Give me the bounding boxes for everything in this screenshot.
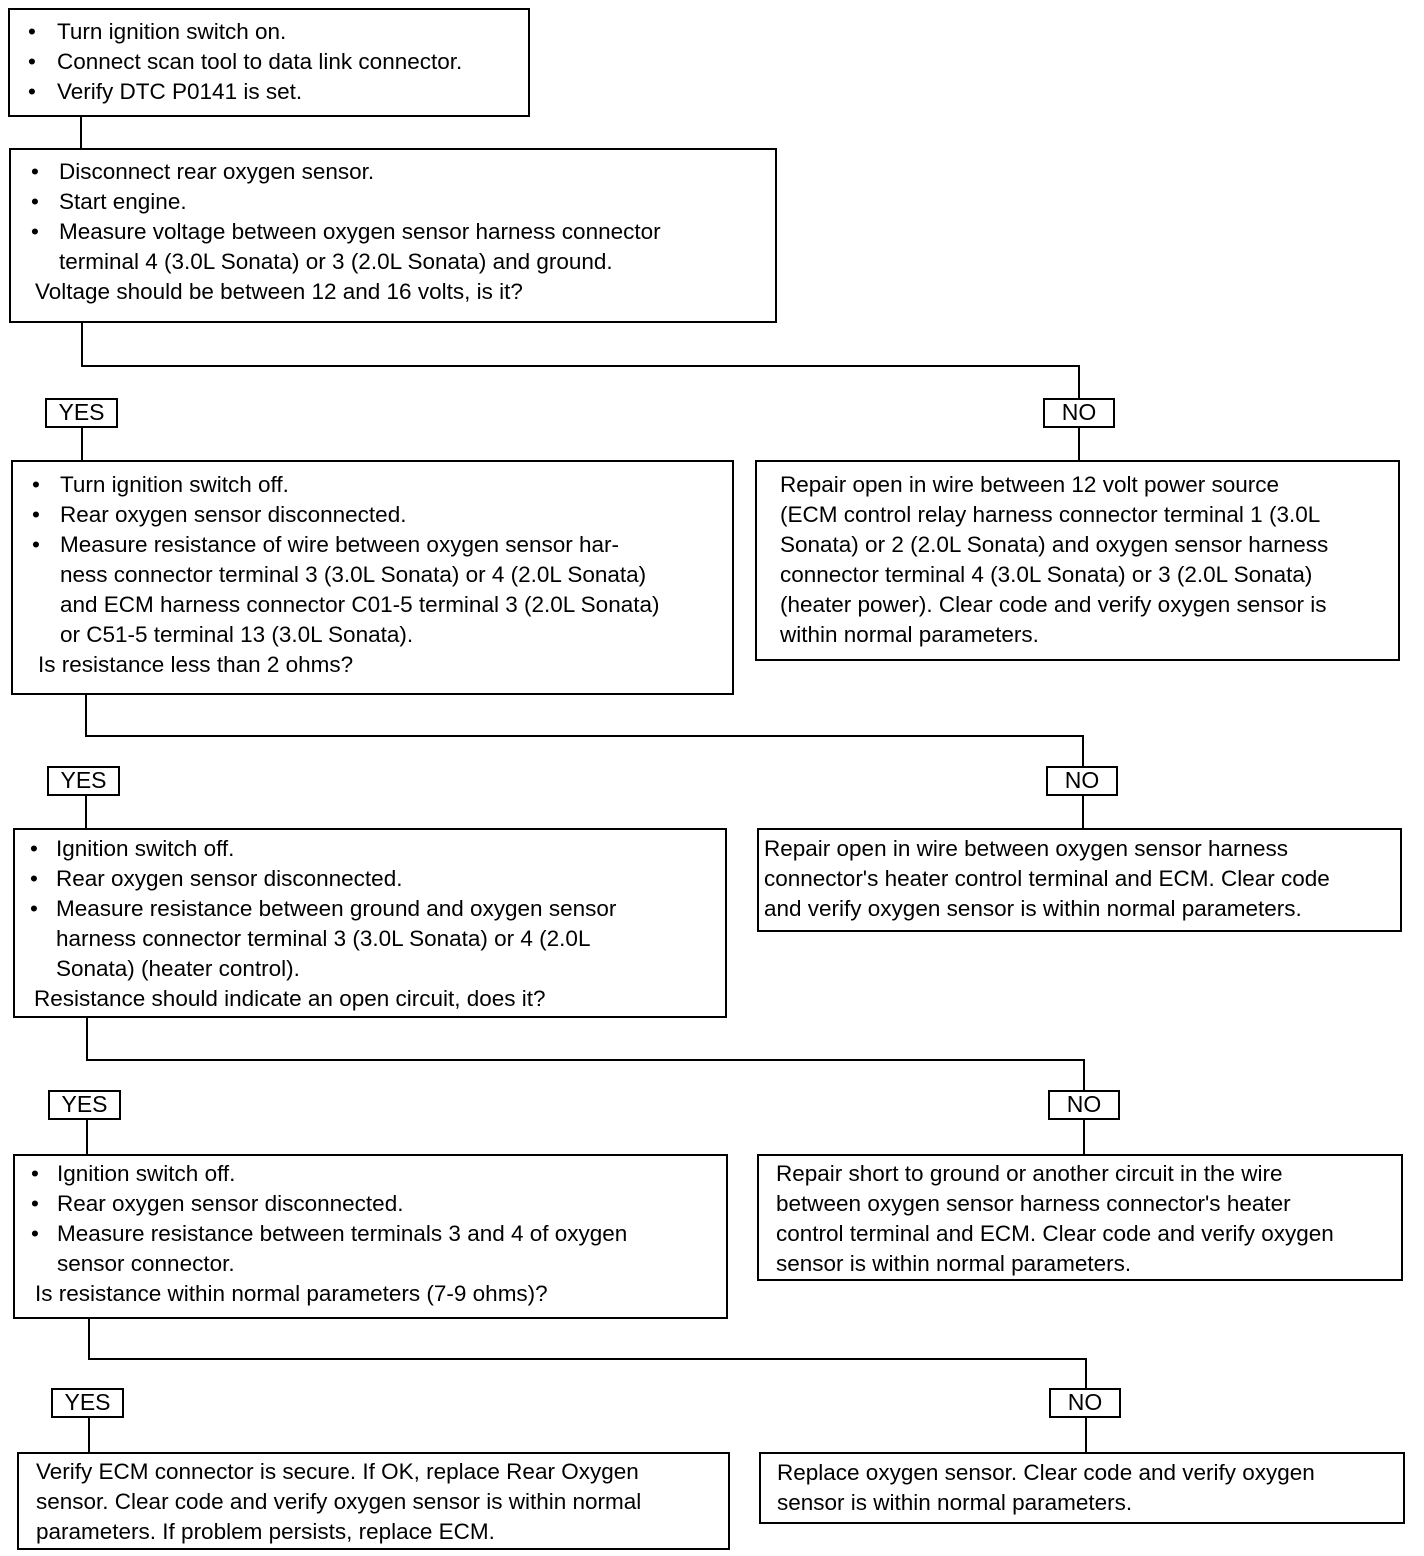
- no2-text-line: and verify oxygen sensor is within normal parameters.: [764, 896, 1302, 921]
- step4-bullet-cont: harness connector terminal 3 (3.0L Sonata) or 4 (2.0L: [56, 926, 591, 951]
- yes-label-2: YES: [47, 766, 120, 796]
- no2-result-box: [757, 828, 1402, 932]
- step2-bullet: • Measure voltage between oxygen sensor harness connector: [31, 219, 661, 244]
- yes-final-result-box: [17, 1452, 730, 1550]
- step1-bullet: • Connect scan tool to data link connector.: [28, 49, 463, 74]
- step1-box: [8, 8, 530, 117]
- yes-label-4: YES: [51, 1388, 124, 1418]
- no-label-3: NO: [1048, 1090, 1120, 1120]
- step1-bullet: • Verify DTC P0141 is set.: [28, 79, 303, 104]
- step3-bullet-cont: or C51-5 terminal 13 (3.0L Sonata).: [60, 622, 414, 647]
- no2-text-line: connector's heater control terminal and ECM. Clear code: [764, 866, 1330, 891]
- no1-text-line: (heater power). Clear code and verify oxygen sensor is: [780, 592, 1327, 617]
- no3-text-line: control terminal and ECM. Clear code and verify oxygen: [776, 1221, 1334, 1246]
- no3-text-line: sensor is within normal parameters.: [776, 1251, 1132, 1276]
- step5-bullet: • Ignition switch off.: [31, 1161, 236, 1186]
- no1-text-line: within normal parameters.: [780, 622, 1039, 647]
- no1-result-box: [755, 460, 1400, 661]
- step4-bullet-cont: Sonata) (heater control).: [56, 956, 300, 981]
- no-label-2: NO: [1046, 766, 1118, 796]
- step3-bullet: • Measure resistance of wire between oxygen sensor har-: [32, 532, 620, 557]
- step3-question: Is resistance less than 2 ohms?: [38, 652, 354, 677]
- step3-bullet-cont: ness connector terminal 3 (3.0L Sonata) or 4 (2.0L Sonata): [60, 562, 647, 587]
- step5-bullet: • Rear oxygen sensor disconnected.: [31, 1191, 404, 1216]
- no3-text-line: between oxygen sensor harness connector's heater: [776, 1191, 1291, 1216]
- step3-box: [11, 460, 734, 695]
- yes-label-1: YES: [45, 398, 118, 428]
- step4-bullet: • Rear oxygen sensor disconnected.: [30, 866, 403, 891]
- yes-final-text-line: Verify ECM connector is secure. If OK, replace Rear Oxygen: [36, 1459, 639, 1484]
- no4-result-box: [759, 1452, 1405, 1524]
- branch-2: [86, 694, 1083, 766]
- yes-label-3: YES: [48, 1090, 121, 1120]
- step3-bullet-cont: and ECM harness connector C01-5 terminal 3 (2.0L Sonata): [60, 592, 660, 617]
- yes-final-text-line: sensor. Clear code and verify oxygen sensor is within normal: [36, 1489, 642, 1514]
- no1-text-line: Repair open in wire between 12 volt power source: [780, 472, 1280, 497]
- step3-bullet: • Rear oxygen sensor disconnected.: [32, 502, 407, 527]
- no4-text-line: sensor is within normal parameters.: [777, 1490, 1133, 1515]
- step5-bullet-cont: sensor connector.: [57, 1251, 235, 1276]
- step1-bullet: • Turn ignition switch on.: [28, 19, 287, 44]
- step4-box: [13, 828, 727, 1018]
- no3-result-box: [757, 1154, 1403, 1281]
- step2-box: [9, 148, 777, 323]
- step5-bullet: • Measure resistance between terminals 3 and 4 of oxygen: [31, 1221, 628, 1246]
- step2-bullet-cont: terminal 4 (3.0L Sonata) or 3 (2.0L Sonata) and ground.: [59, 249, 613, 274]
- no4-text-line: Replace oxygen sensor. Clear code and verify oxygen: [777, 1460, 1315, 1485]
- no2-text-line: Repair open in wire between oxygen sensor harness: [764, 836, 1289, 861]
- step5-question: Is resistance within normal parameters (7-9 ohms)?: [35, 1281, 548, 1306]
- no3-text-line: Repair short to ground or another circuit in the wire: [776, 1161, 1283, 1186]
- branch-1: [82, 322, 1079, 398]
- step5-box: [13, 1154, 728, 1319]
- branch-3: [87, 1017, 1084, 1090]
- no1-text-line: connector terminal 4 (3.0L Sonata) or 3 (2.0L Sonata): [780, 562, 1313, 587]
- step2-bullet: • Start engine.: [31, 189, 187, 214]
- no-label-1: NO: [1043, 398, 1115, 428]
- no1-text-line: (ECM control relay harness connector terminal 1 (3.0L: [780, 502, 1321, 527]
- step3-bullet: • Turn ignition switch off.: [32, 472, 289, 497]
- branch-4: [89, 1318, 1086, 1388]
- step2-question: Voltage should be between 12 and 16 volts, is it?: [35, 279, 523, 304]
- no1-text-line: Sonata) or 2 (2.0L Sonata) and oxygen sensor harness: [780, 532, 1329, 557]
- step2-bullet: • Disconnect rear oxygen sensor.: [31, 159, 375, 184]
- step4-bullet: • Measure resistance between ground and oxygen sensor: [30, 896, 617, 921]
- step4-question: Resistance should indicate an open circuit, does it?: [34, 986, 546, 1011]
- step4-bullet: • Ignition switch off.: [30, 836, 235, 861]
- no-label-4: NO: [1049, 1388, 1121, 1418]
- yes-final-text-line: parameters. If problem persists, replace ECM.: [36, 1519, 495, 1544]
